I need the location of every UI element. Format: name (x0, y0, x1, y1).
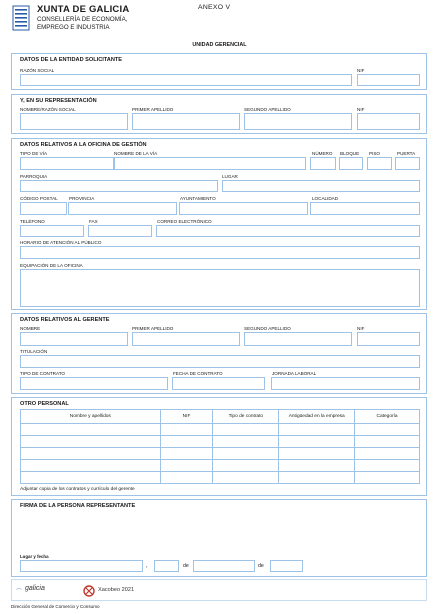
tipo-contrato-label: TIPO DE CONTRATO (20, 371, 66, 376)
primer-apellido-label: PRIMER APELLIDO (132, 107, 174, 112)
primer-apellido-field[interactable] (132, 332, 240, 346)
nif-label: NIF (357, 326, 365, 331)
de-separator: de (258, 563, 264, 569)
col-header: Antigüedad en la empresa (279, 410, 355, 424)
puerta-label: PUERTA (397, 151, 416, 156)
tipo-via-label: TIPO DE VÍA (20, 151, 48, 156)
nif-field[interactable] (357, 332, 420, 346)
page-title: UNIDAD GERENCIAL (192, 42, 247, 48)
tipo-via-field[interactable] (20, 157, 114, 170)
localidad-label: LOCALIDAD (312, 196, 339, 201)
nif-field[interactable] (357, 113, 420, 130)
xunta-crest-icon (12, 5, 30, 31)
table-cell[interactable] (355, 436, 420, 448)
representacion-section (11, 94, 427, 134)
de-separator: de (183, 563, 189, 569)
personal-note: Adjuntar copia de los contratos y currículo del gerente (20, 487, 135, 492)
table-cell[interactable] (160, 436, 213, 448)
table-row (21, 460, 420, 472)
galicia-logo-icon: ⌒ (16, 590, 23, 596)
nif-label: NIF (357, 107, 365, 112)
parroquia-field[interactable] (20, 180, 218, 192)
table-row (21, 472, 420, 484)
table-cell[interactable] (279, 448, 355, 460)
table-cell[interactable] (213, 460, 279, 472)
equipacion-label: EQUIPACIÓN DE LA OFICINA (20, 263, 83, 268)
col-header: Categoría (355, 410, 420, 424)
table-row (21, 436, 420, 448)
segundo-apellido-field[interactable] (244, 113, 352, 130)
parroquia-label: PARROQUIA (20, 174, 48, 179)
fax-label: FAX (89, 219, 98, 224)
nombre-field[interactable] (20, 332, 128, 346)
galicia-logo: galicia (25, 585, 45, 592)
table-cell[interactable] (21, 460, 161, 472)
table-cell[interactable] (160, 472, 213, 484)
year-field[interactable] (270, 560, 303, 572)
footer-section (11, 579, 427, 601)
col-header: NIF (160, 410, 213, 424)
table-cell[interactable] (279, 436, 355, 448)
table-cell[interactable] (213, 436, 279, 448)
table-cell[interactable] (21, 436, 161, 448)
titulacion-field[interactable] (20, 355, 420, 368)
piso-label: PISO (369, 151, 380, 156)
table-cell[interactable] (160, 448, 213, 460)
org-subtitle: CONSELLERÍA DE ECONOMÍA, EMPREGO E INDUSTRIA (37, 16, 128, 31)
table-cell[interactable] (21, 424, 161, 436)
piso-field[interactable] (367, 157, 392, 170)
nombre-label: NOMBRE (20, 326, 41, 331)
table-cell[interactable] (279, 472, 355, 484)
annex-label: ANEXO V (198, 4, 231, 11)
table-cell[interactable] (21, 448, 161, 460)
numero-field[interactable] (310, 157, 336, 170)
table-cell[interactable] (21, 472, 161, 484)
nombre-field[interactable] (20, 113, 128, 130)
jornada-field[interactable] (271, 377, 420, 390)
correo-field[interactable] (156, 225, 420, 237)
provincia-field[interactable] (68, 202, 177, 215)
otro-personal-section (11, 397, 427, 496)
tipo-contrato-field[interactable] (20, 377, 168, 390)
xacobeo-logo-icon (83, 585, 95, 597)
horario-field[interactable] (20, 246, 420, 259)
horario-label: HORARIO DE ATENCIÓN AL PÚBLICO (20, 240, 102, 245)
table-cell[interactable] (279, 424, 355, 436)
table-cell[interactable] (355, 424, 420, 436)
bloque-field[interactable] (339, 157, 363, 170)
telefono-label: TELÉFONO (20, 219, 45, 224)
lugar-fecha-label: Lugar y fecha (20, 554, 49, 559)
segundo-apellido-field[interactable] (244, 332, 352, 346)
table-cell[interactable] (355, 460, 420, 472)
section-title: OTRO PERSONAL (20, 401, 69, 407)
nif-field[interactable] (357, 74, 420, 86)
numero-label: NÚMERO (312, 151, 333, 156)
table-cell[interactable] (355, 472, 420, 484)
equipacion-field[interactable] (20, 269, 420, 307)
fecha-contrato-label: FECHA DE CONTRATO (173, 371, 223, 376)
puerta-field[interactable] (395, 157, 420, 170)
comma-separator: , (146, 563, 148, 569)
nombre-via-label: NOMBRE DE LA VÍA (114, 151, 158, 156)
correo-label: CORREO ELECTRÓNICO (157, 219, 212, 224)
xacobeo-logo: Xacobeo 2021 (98, 587, 135, 593)
table-cell[interactable] (160, 460, 213, 472)
col-header: Nombre y apellidos (21, 410, 161, 424)
ayuntamiento-field[interactable] (179, 202, 308, 215)
firma-section (11, 499, 427, 577)
org-name: XUNTA DE GALICIA (37, 4, 130, 15)
table-row (21, 448, 420, 460)
segundo-apellido-label: SEGUNDO APELLIDO (244, 107, 291, 112)
section-title: Y, EN SU REPRESENTACIÓN (20, 98, 97, 104)
codigo-postal-label: CÓDIGO POSTAL (20, 196, 58, 201)
month-field[interactable] (193, 560, 255, 572)
jornada-label: JORNADA LABORAL (272, 371, 317, 376)
table-cell[interactable] (213, 448, 279, 460)
nif-label: NIF (357, 68, 365, 73)
table-cell[interactable] (213, 472, 279, 484)
bloque-label: BLOQUE (340, 151, 360, 156)
razon-social-label: RAZÓN SOCIAL (20, 68, 55, 73)
section-title: DATOS RELATIVOS A LA OFICINA DE GESTIÓN (20, 142, 147, 148)
telefono-field[interactable] (20, 225, 84, 237)
table-cell[interactable] (355, 448, 420, 460)
gerente-section (11, 313, 427, 394)
codigo-postal-field[interactable] (20, 202, 67, 215)
section-title: FIRMA DE LA PERSONA REPRESENTANTE (20, 503, 136, 509)
fecha-contrato-field[interactable] (172, 377, 265, 390)
provincia-label: PROVINCIA (69, 196, 95, 201)
table-header-row (21, 410, 420, 424)
day-field[interactable] (154, 560, 179, 572)
section-title: DATOS DE LA ENTIDAD SOLICITANTE (20, 57, 123, 63)
section-title: DATOS RELATIVOS AL GERENTE (20, 317, 110, 323)
nombre-via-field[interactable] (114, 157, 306, 170)
entidad-section (11, 53, 427, 90)
titulacion-label: TITULACIÓN (20, 349, 48, 354)
lugar-field[interactable] (222, 180, 420, 192)
table-cell[interactable] (213, 424, 279, 436)
lugar-field[interactable] (20, 560, 143, 572)
ayuntamiento-label: AYUNTAMIENTO (180, 196, 216, 201)
oficina-section (11, 138, 427, 310)
nombre-label: NOMBRE/RAZÓN SOCIAL (20, 107, 76, 112)
segundo-apellido-label: SEGUNDO APELLIDO (244, 326, 291, 331)
table-cell[interactable] (279, 460, 355, 472)
table-cell[interactable] (160, 424, 213, 436)
fax-field[interactable] (88, 225, 152, 237)
primer-apellido-field[interactable] (132, 113, 240, 130)
department-name: Dirección General de Comercio y Consumo (11, 604, 100, 609)
col-header: Tipo de contrato (213, 410, 279, 424)
primer-apellido-label: PRIMER APELLIDO (132, 326, 174, 331)
razon-social-field[interactable] (20, 74, 352, 86)
personal-table (20, 409, 420, 484)
table-row (21, 424, 420, 436)
localidad-field[interactable] (310, 202, 420, 215)
lugar-label: LUGAR (222, 174, 238, 179)
